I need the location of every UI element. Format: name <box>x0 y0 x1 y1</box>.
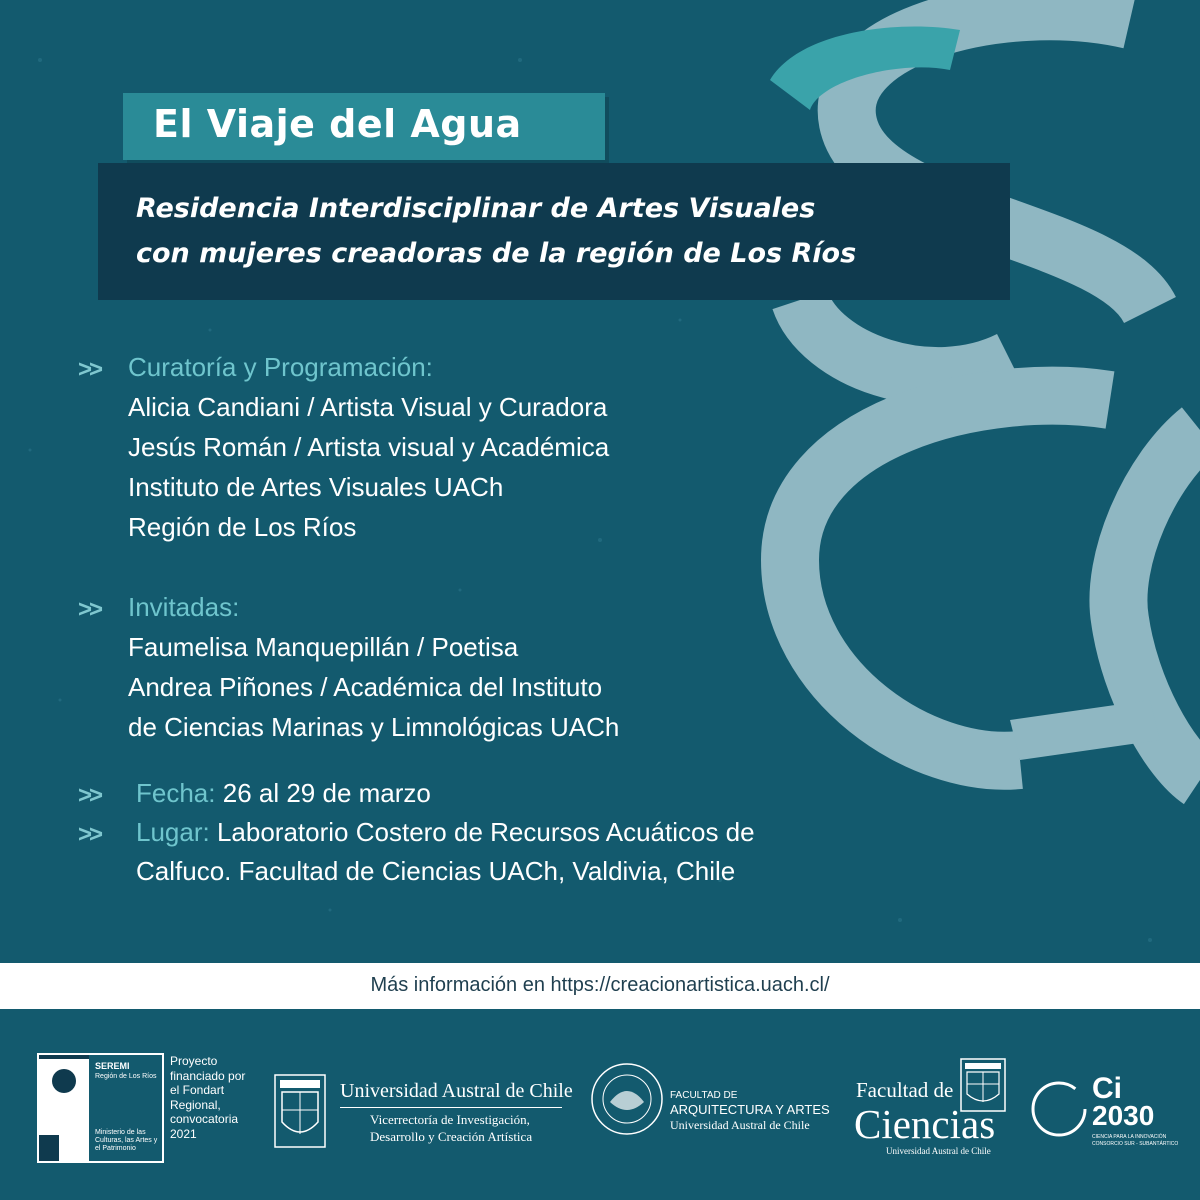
funding-note <box>170 1054 245 1141</box>
curatoria-line: Alicia Candiani / Artista Visual y Curadora <box>128 392 608 422</box>
more-info-link[interactable]: Más información en https://creacionartistica.uach.cl/ <box>370 974 830 996</box>
page-title: El Viaje del Agua <box>153 102 522 146</box>
double-chevron-icon: >> <box>78 356 101 383</box>
ci2030-logo <box>1030 1072 1179 1164</box>
invitadas-label: Invitadas: <box>128 592 240 622</box>
double-chevron-icon: >> <box>78 782 101 809</box>
ciencias-line-1: Facultad de <box>856 1078 954 1102</box>
uach-dept-line-2: Desarrollo y Creación Artística <box>370 1129 533 1144</box>
uach-name: Universidad Austral de Chile <box>340 1080 573 1102</box>
chile-coat-of-arms-icon <box>39 1055 89 1161</box>
lugar-value: Laboratorio Costero de Recursos Acuáticos de <box>216 817 755 847</box>
curatoria-line: Instituto de Artes Visuales UACh <box>128 472 504 502</box>
seremi-logo <box>37 1053 164 1163</box>
ciencias-seal-icon <box>960 1058 1006 1112</box>
funding-note-line: financiado por <box>170 1068 246 1083</box>
arquitectura-line-2: ARQUITECTURA Y ARTES <box>670 1102 830 1117</box>
seremi-region: Región de Los Ríos <box>95 1073 157 1080</box>
double-chevron-icon: >> <box>78 596 101 623</box>
funding-note-line: Proyecto <box>170 1054 218 1068</box>
lugar-value-line-2: Calfuco. Facultad de Ciencias UACh, Valdivia, Chile <box>136 856 736 886</box>
double-chevron-icon: >> <box>78 821 101 848</box>
funding-note-line: Regional, <box>170 1097 221 1112</box>
funding-note-line: convocatoria <box>170 1112 239 1126</box>
more-info-bar <box>0 963 1200 1009</box>
title-banner <box>123 93 605 160</box>
ci2030-tagline-2: CONSORCIO SUR - SUBANTÁRTICO <box>1092 1141 1179 1147</box>
fecha-label: Fecha: <box>136 778 216 808</box>
arquitectura-line-1: FACULTAD DE <box>670 1090 738 1101</box>
arquitectura-line-3: Universidad Austral de Chile <box>670 1118 810 1132</box>
ciencias-line-3: Universidad Austral de Chile <box>886 1146 991 1156</box>
subtitle-line-1: Residencia Interdisciplinar de Artes Visuales <box>136 193 816 224</box>
arquitectura-logo <box>590 1062 830 1142</box>
arquitectura-seal-icon <box>590 1062 664 1136</box>
ci2030-line-1: Ci <box>1092 1072 1122 1105</box>
invitadas-line: de Ciencias Marinas y Limnológicas UACh <box>128 712 620 742</box>
invitadas-line: Andrea Piñones / Académica del Instituto <box>128 672 603 702</box>
fecha-value: 26 al 29 de marzo <box>222 778 431 808</box>
curatoria-line: Región de Los Ríos <box>128 512 357 542</box>
ci2030-tagline: CIENCIA PARA LA INNOVACIÓN <box>1092 1134 1167 1140</box>
funding-note-line: el Fondart <box>170 1083 225 1097</box>
ciencias-line-2: Ciencias <box>854 1101 996 1147</box>
uach-seal-icon <box>274 1074 326 1148</box>
curatoria-line: Jesús Román / Artista visual y Académica <box>128 432 610 462</box>
lugar-label: Lugar: <box>136 817 210 847</box>
subtitle-line-2: con mujeres creadoras de la región de Los Ríos <box>136 238 857 269</box>
uach-dept-line-1: Vicerrectoría de Investigación, <box>370 1112 530 1127</box>
seremi-name: SEREMI <box>95 1061 130 1071</box>
funding-note-line: 2021 <box>170 1126 197 1141</box>
curatoria-label: Curatoría y Programación: <box>128 352 433 382</box>
seremi-ministry: Ministerio de las Culturas, las Artes y el Patrimonio <box>95 1129 158 1152</box>
subtitle-banner <box>98 163 1010 300</box>
ci2030-ring-icon <box>1030 1080 1088 1138</box>
uach-logo <box>274 1074 573 1154</box>
invitadas-line: Faumelisa Manquepillán / Poetisa <box>128 632 519 662</box>
ci2030-line-2: 2030 <box>1092 1100 1155 1131</box>
ciencias-logo <box>852 1058 1010 1158</box>
